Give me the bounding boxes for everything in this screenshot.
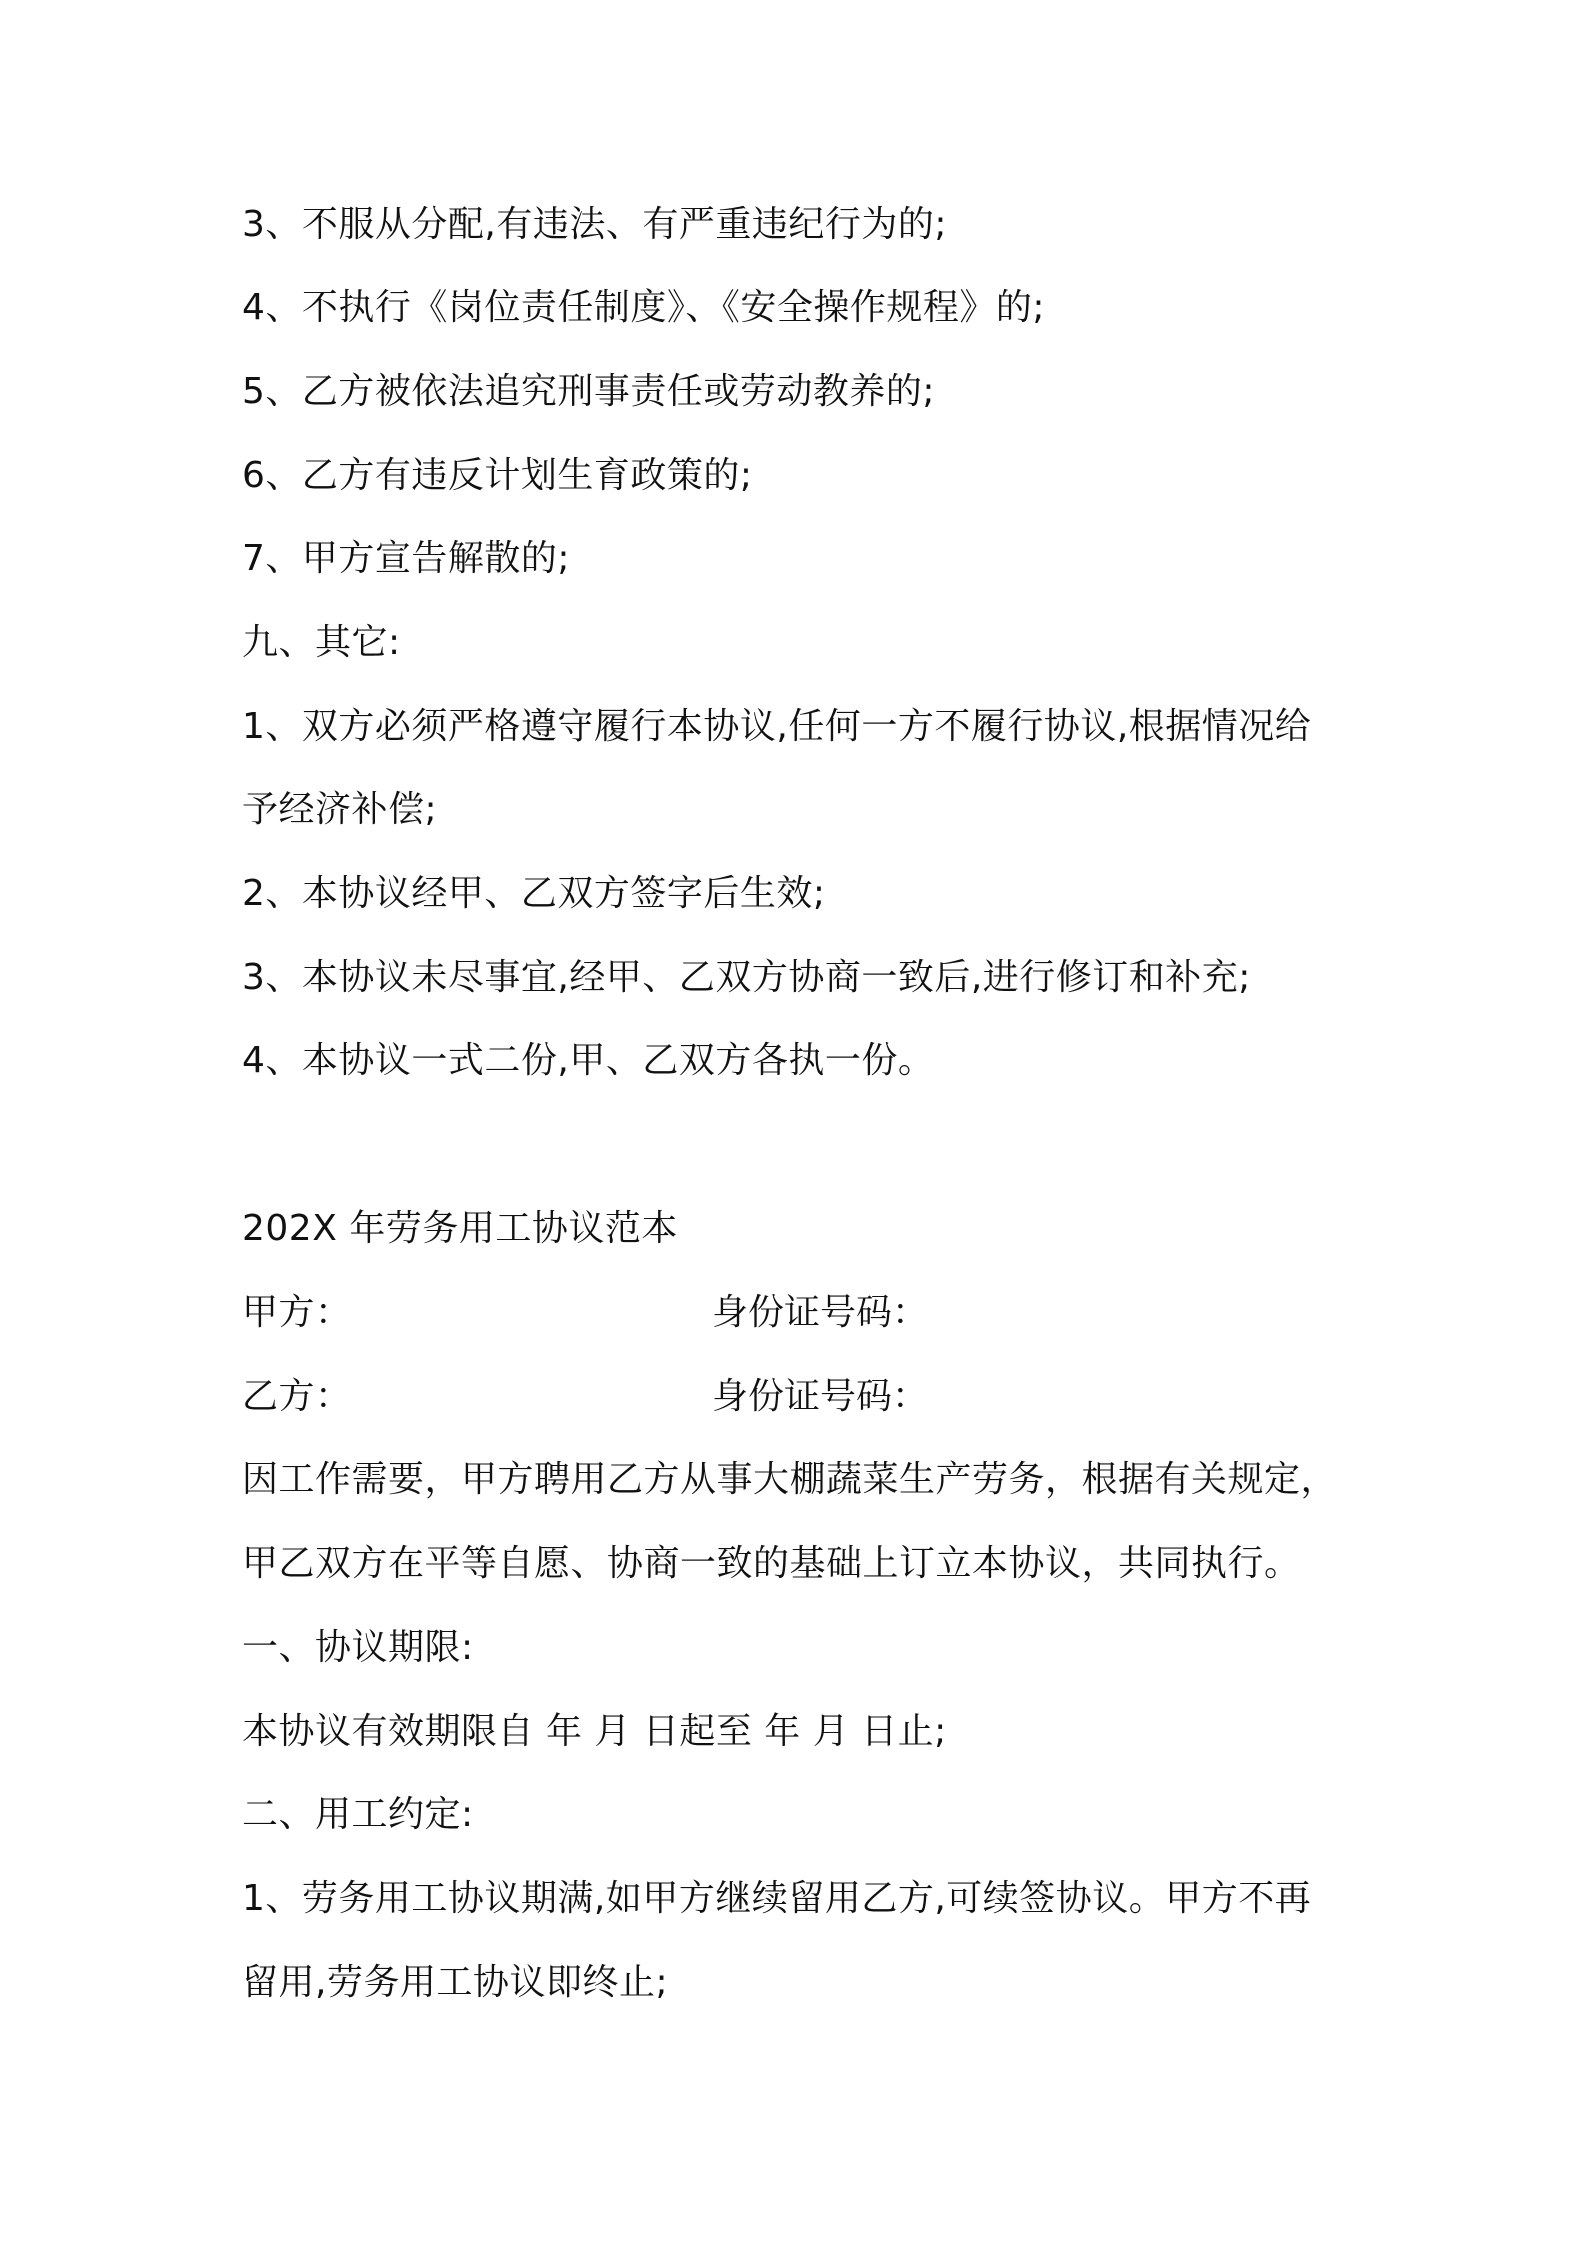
- section-heading-one: 一、协议期限:: [242, 1627, 474, 1668]
- list-item: 3、不服从分配,有违法、有严重违纪行为的;: [242, 204, 947, 245]
- list-item: 7、甲方宣告解散的;: [242, 538, 571, 579]
- list-item: 1、劳务用工协议期满,如甲方继续留用乙方,可续签协议。甲方不再: [242, 1878, 1312, 1919]
- party-a-label: 甲方：: [242, 1292, 352, 1333]
- intro-paragraph-line: 因工作需要，甲方聘用乙方从事大棚蔬菜生产劳务，根据有关规定，: [242, 1459, 1338, 1500]
- list-item: 3、本协议未尽事宜,经甲、乙双方协商一致后,进行修订和补充;: [242, 957, 1251, 998]
- intro-paragraph-line: 甲乙双方在平等自愿、协商一致的基础上订立本协议，共同执行。: [242, 1543, 1301, 1584]
- list-item: 4、本协议一式二份,甲、乙双方各执一份。: [242, 1040, 935, 1081]
- section-heading-two: 二、用工约定:: [242, 1794, 474, 1835]
- section-heading-nine: 九、其它:: [242, 622, 401, 663]
- list-item-continuation: 予经济补偿;: [242, 789, 438, 830]
- list-item: 1、双方必须严格遵守履行本协议,任何一方不履行协议,根据情况给: [242, 706, 1312, 747]
- list-item: 5、乙方被依法追究刑事责任或劳动教养的;: [242, 371, 936, 412]
- list-item: 2、本协议经甲、乙双方签字后生效;: [242, 873, 826, 914]
- list-item: 4、不执行《岗位责任制度》、《安全操作规程》的;: [242, 287, 1046, 328]
- list-item: 6、乙方有违反计划生育政策的;: [242, 455, 753, 496]
- party-b-id-label: 身份证号码：: [712, 1376, 929, 1417]
- document-title: 202X 年劳务用工协议范本: [242, 1208, 678, 1249]
- term-text: 本协议有效期限自 年 月 日起至 年 月 日止;: [242, 1711, 947, 1752]
- party-b-label: 乙方：: [242, 1376, 352, 1417]
- party-a-id-label: 身份证号码：: [712, 1292, 929, 1333]
- list-item-continuation: 留用,劳务用工协议即终止;: [242, 1962, 669, 2003]
